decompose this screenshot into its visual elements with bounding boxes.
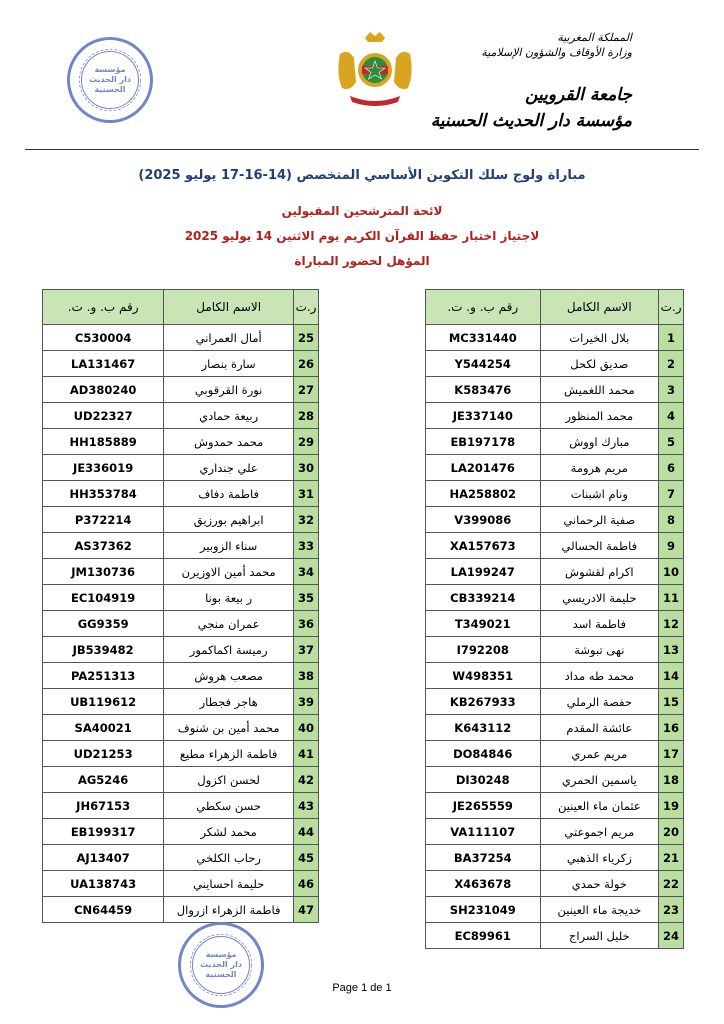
candidate-id: UD22327 [43,403,164,429]
row-number: 19 [659,793,684,819]
candidate-name: مريم هرومة [540,455,659,481]
candidate-name: نهى تبوشة [540,637,659,663]
candidate-id: C530004 [43,325,164,351]
candidate-id: HH185889 [43,429,164,455]
row-number: 20 [659,819,684,845]
stamp-ring-icon [70,40,150,120]
candidate-id: LA201476 [426,455,541,481]
kingdom-label: المملكة المغربية [557,31,632,44]
table-row [426,871,684,897]
candidate-name: لحسن اكزول [164,767,294,793]
table-row [426,819,684,845]
row-number: 13 [659,637,684,663]
university-name: جامعة القرويين [525,85,632,105]
candidate-id: PA251313 [43,663,164,689]
candidate-id: DI30248 [426,767,541,793]
row-number: 11 [659,585,684,611]
table-row [43,533,319,559]
table-row [43,351,319,377]
row-number: 39 [294,689,319,715]
candidate-id: AD380240 [43,377,164,403]
candidates-table-right [425,289,684,949]
row-number: 37 [294,637,319,663]
candidate-id: LA199247 [426,559,541,585]
candidate-name: حسن سكطي [164,793,294,819]
candidate-name: رميسة اكماكمور [164,637,294,663]
table-row [43,819,319,845]
row-number: 3 [659,377,684,403]
row-number: 8 [659,507,684,533]
candidate-id: JM130736 [43,559,164,585]
candidate-id: UD21253 [43,741,164,767]
table-row [426,897,684,923]
candidate-name: ربيعة حمادي [164,403,294,429]
table-row [426,351,684,377]
row-number: 47 [294,897,319,923]
row-number: 2 [659,351,684,377]
table-row [43,377,319,403]
candidate-name: مريم اجموعتي [540,819,659,845]
header-name: الاسم الكامل [164,290,294,325]
candidate-name: علي جنداري [164,455,294,481]
row-number: 14 [659,663,684,689]
table-row [43,767,319,793]
candidate-name: خديجة ماء العينين [540,897,659,923]
candidate-id: GG9359 [43,611,164,637]
row-number: 32 [294,507,319,533]
candidate-name: صديق لكحل [540,351,659,377]
candidate-id: V399086 [426,507,541,533]
candidate-name: عمران منجي [164,611,294,637]
row-number: 30 [294,455,319,481]
candidate-name: فاطمة اسد [540,611,659,637]
institution-stamp-bottom [178,922,264,1008]
candidates-table-left [42,289,319,923]
candidate-name: فاطمة الزهراء ازروال [164,897,294,923]
candidate-id: SA40021 [43,715,164,741]
row-number: 45 [294,845,319,871]
candidate-name: سناء الزوبير [164,533,294,559]
table-row [426,715,684,741]
row-number: 31 [294,481,319,507]
stamp-line-1: مؤسسة [205,950,237,959]
candidate-id: CB339214 [426,585,541,611]
candidate-name: حليمة الادريسي [540,585,659,611]
table-row [43,403,319,429]
candidate-name: خولة حمدي [540,871,659,897]
candidate-id: T349021 [426,611,541,637]
candidate-id: AJ13407 [43,845,164,871]
candidate-id: P372214 [43,507,164,533]
row-number: 28 [294,403,319,429]
candidate-id: UA138743 [43,871,164,897]
row-number: 41 [294,741,319,767]
candidate-id: AS37362 [43,533,164,559]
candidate-name: محمد أمين الاوزيرن [164,559,294,585]
stamp-line-2: دار الحديث [89,75,131,84]
candidate-name: اكرام لقشوش [540,559,659,585]
table-row [426,403,684,429]
candidate-id: JB539482 [43,637,164,663]
candidate-name: ونام اشبنات [540,481,659,507]
ministry-label: وزارة الأوقاف والشؤون الإسلامية [481,46,632,59]
table-row [426,793,684,819]
page-title: مباراة ولوج سلك التكوين الأساسي المتخصص (14-16-17 يوليو 2025) [138,168,586,183]
qualified-subtitle: المؤهل لحضور المباراة [294,254,430,268]
candidate-id: BA37254 [426,845,541,871]
row-number: 40 [294,715,319,741]
institution-stamp-top [67,37,153,123]
row-number: 6 [659,455,684,481]
candidate-name: ياسمين الحمري [540,767,659,793]
exam-subtitle: لاجتياز اختبار حفظ القرآن الكريم يوم الاثنين 14 يوليو 2025 [184,229,540,243]
list-title: لائحة المترشحين المقبولين [281,204,443,218]
table-row [43,871,319,897]
table-row [43,845,319,871]
table-row [426,559,684,585]
candidate-id: MC331440 [426,325,541,351]
table-row [43,689,319,715]
candidate-name: ر بيعة بونا [164,585,294,611]
candidate-name: صفية الرحماني [540,507,659,533]
table-row [426,377,684,403]
candidate-id: AG5246 [43,767,164,793]
candidate-name: محمد أمين بن شنوف [164,715,294,741]
table-row [43,897,319,923]
row-number: 43 [294,793,319,819]
candidate-id: KB267933 [426,689,541,715]
candidate-name: مريم عمري [540,741,659,767]
row-number: 35 [294,585,319,611]
table-row [426,845,684,871]
table-row [426,455,684,481]
table-row [43,455,319,481]
row-number: 7 [659,481,684,507]
university-block [431,82,632,134]
row-number: 26 [294,351,319,377]
table-row [43,637,319,663]
candidate-id: JE265559 [426,793,541,819]
table-row [43,715,319,741]
candidate-name: محمد طه مداد [540,663,659,689]
candidate-id: JH67153 [43,793,164,819]
row-number: 33 [294,533,319,559]
table-row [426,741,684,767]
table-row [43,585,319,611]
candidate-name: فاطمة الحسالي [540,533,659,559]
candidate-name: مصعب هروش [164,663,294,689]
table-row [43,429,319,455]
candidate-name: عائشة المقدم [540,715,659,741]
candidate-name: محمد حمدوش [164,429,294,455]
candidate-name: هاجر فجطار [164,689,294,715]
candidate-name: حليمة احسايني [164,871,294,897]
table-row [43,481,319,507]
candidate-id: EC89961 [426,923,541,949]
candidate-id: EB197178 [426,429,541,455]
table-header-row [426,290,684,325]
stamp-line-2: دار الحديث [200,960,242,969]
row-number: 18 [659,767,684,793]
royal-emblem-icon [330,30,420,110]
table-row [426,585,684,611]
candidate-name: رحاب الكلخي [164,845,294,871]
row-number: 4 [659,403,684,429]
table-row [426,767,684,793]
table-row [426,325,684,351]
candidate-id: Y544254 [426,351,541,377]
header-id: رقم ب. و. ت. [426,290,541,325]
row-number: 16 [659,715,684,741]
row-number: 29 [294,429,319,455]
row-number: 27 [294,377,319,403]
row-number: 1 [659,325,684,351]
candidate-id: LA131467 [43,351,164,377]
row-number: 34 [294,559,319,585]
stamp-line-3: الحسنية [205,970,237,979]
table-row [43,741,319,767]
candidate-name: مبارك اووش [540,429,659,455]
header-num: ر.ت [294,290,319,325]
table-row [426,533,684,559]
candidate-id: UB119612 [43,689,164,715]
candidate-name: عثمان ماء العينين [540,793,659,819]
row-number: 17 [659,741,684,767]
candidate-name: زكرياء الذهبي [540,845,659,871]
header-id: رقم ب. و. ت. [43,290,164,325]
candidate-id: DO84846 [426,741,541,767]
candidate-name: محمد لشكر [164,819,294,845]
row-number: 12 [659,611,684,637]
table-row [426,429,684,455]
row-number: 23 [659,897,684,923]
row-number: 21 [659,845,684,871]
candidate-name: فاطمة دفاف [164,481,294,507]
table-row [426,481,684,507]
page-number: Page 1 de 1 [332,982,392,994]
table-row [43,793,319,819]
candidate-name: سارة بنصار [164,351,294,377]
candidate-id: HH353784 [43,481,164,507]
candidate-name: محمد اللغميش [540,377,659,403]
row-number: 24 [659,923,684,949]
table-row [43,663,319,689]
candidate-id: K643112 [426,715,541,741]
candidate-name: فاطمة الزهراء مطيع [164,741,294,767]
table-row [43,507,319,533]
candidate-name: ابراهيم بورزيق [164,507,294,533]
candidate-id: JE336019 [43,455,164,481]
candidate-id: XA157673 [426,533,541,559]
row-number: 22 [659,871,684,897]
ministry-block [481,30,632,60]
candidate-name: محمد المنظور [540,403,659,429]
header-name: الاسم الكامل [540,290,659,325]
candidate-id: K583476 [426,377,541,403]
table-row [426,663,684,689]
candidate-id: I792208 [426,637,541,663]
table-row [43,611,319,637]
table-row [426,611,684,637]
candidate-name: خليل السراج [540,923,659,949]
table-body-right [426,325,684,949]
candidate-name: أمال العمراني [164,325,294,351]
row-number: 15 [659,689,684,715]
row-number: 25 [294,325,319,351]
header-num: ر.ت [659,290,684,325]
candidate-id: SH231049 [426,897,541,923]
candidate-id: CN64459 [43,897,164,923]
table-row [43,325,319,351]
row-number: 46 [294,871,319,897]
candidate-id: X463678 [426,871,541,897]
institution-name: مؤسسة دار الحديث الحسنية [430,111,632,131]
table-row [426,637,684,663]
row-number: 44 [294,819,319,845]
candidate-id: EC104919 [43,585,164,611]
row-number: 36 [294,611,319,637]
stamp-line-1: مؤسسة [94,65,126,74]
row-number: 10 [659,559,684,585]
row-number: 38 [294,663,319,689]
table-row [43,559,319,585]
candidate-id: HA258802 [426,481,541,507]
candidate-id: EB199317 [43,819,164,845]
table-row [426,507,684,533]
row-number: 42 [294,767,319,793]
candidate-id: JE337140 [426,403,541,429]
candidate-name: حفصة الرملي [540,689,659,715]
table-header-row [43,290,319,325]
candidate-name: نورة القرقوبي [164,377,294,403]
stamp-line-3: الحسنية [94,85,126,94]
row-number: 5 [659,429,684,455]
candidate-id: W498351 [426,663,541,689]
table-row [426,689,684,715]
header-divider [25,149,699,150]
table-body-left [43,325,319,923]
candidate-name: بلال الخيرات [540,325,659,351]
row-number: 9 [659,533,684,559]
table-row [426,923,684,949]
candidate-id: VA111107 [426,819,541,845]
